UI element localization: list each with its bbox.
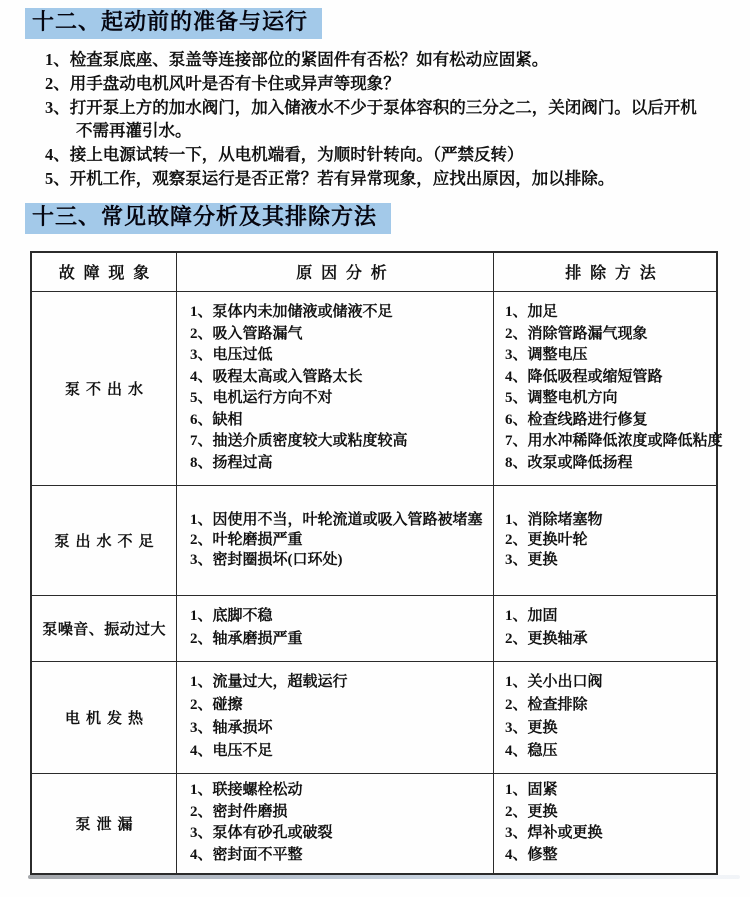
preparation-list-item: 4、接上电源试转一下，从电机端看，为顺时针转向。（严禁反转） xyxy=(45,145,524,165)
remedy-line: 3、焊补或更换 xyxy=(505,825,603,842)
remedy-line: 5、调整电机方向 xyxy=(505,390,618,407)
cause-line: 1、因使用不当，叶轮流道或吸入管路被堵塞 xyxy=(190,512,483,529)
cause-line: 3、泵体有砂孔或破裂 xyxy=(190,825,333,842)
remedy-line: 8、改泵或降低扬程 xyxy=(505,454,633,471)
cause-line: 8、扬程过高 xyxy=(190,454,273,471)
section-13-header-wrap xyxy=(25,203,750,234)
causes-list xyxy=(177,662,494,773)
cause-line: 4、密封面不平整 xyxy=(190,846,303,863)
remedies-list xyxy=(494,596,716,661)
remedy-line: 2、更换 xyxy=(505,803,558,820)
remedy-line: 1、加固 xyxy=(505,608,558,625)
cause-line: 6、缺相 xyxy=(190,411,243,428)
header-remedy-method: 排除方法 xyxy=(565,265,665,283)
fault-label: 泵出水不足 xyxy=(32,486,177,595)
remedy-line: 2、更换轴承 xyxy=(505,631,588,648)
table-row-pump-no-water xyxy=(32,291,723,485)
causes-list xyxy=(177,486,494,595)
preparation-list-item: 1、检查泵底座、泵盖等连接部位的紧固件有否松？如有松动应固紧。 xyxy=(45,50,549,69)
remedy-line: 1、固紧 xyxy=(505,782,558,799)
header-cause-analysis: 原因分析 xyxy=(177,253,494,291)
causes-list xyxy=(177,596,494,661)
table-row-motor-overheat xyxy=(32,661,716,773)
section-12-title: 十二、起动前的准备与运行 xyxy=(25,8,322,39)
cause-line: 1、底脚不稳 xyxy=(190,608,273,625)
cause-line: 2、密封件磨损 xyxy=(190,803,288,820)
remedy-line: 6、检查线路进行修复 xyxy=(505,411,648,428)
cause-line: 7、抽送介质密度较大或粘度较高 xyxy=(190,433,408,450)
remedy-line: 4、降低吸程或缩短管路 xyxy=(505,368,663,385)
remedies-list xyxy=(494,774,716,873)
fault-label: 泵噪音、振动过大 xyxy=(32,596,177,661)
causes-list xyxy=(177,774,494,873)
preparation-list-item: 2、用手盘动电机风叶是否有卡住或异声等现象？ xyxy=(45,73,400,93)
cause-line: 1、流量过大，超载运行 xyxy=(190,674,348,691)
scan-shadow-strip xyxy=(28,875,740,879)
fault-label: 电机发热 xyxy=(32,662,177,773)
causes-list xyxy=(177,292,494,485)
remedy-line: 2、消除管路漏气现象 xyxy=(505,325,648,342)
troubleshooting-table xyxy=(30,251,723,875)
remedy-line: 3、更换 xyxy=(505,720,558,737)
fault-label: 泵泄漏 xyxy=(32,774,177,873)
section-12-header-wrap xyxy=(25,8,750,39)
cause-line: 2、碰擦 xyxy=(190,697,243,714)
remedies-list xyxy=(494,486,716,595)
remedy-line: 4、修整 xyxy=(505,846,558,863)
cause-line: 1、联接螺栓松动 xyxy=(190,782,303,799)
cause-line: 3、电压过低 xyxy=(190,347,273,364)
preparation-list-item: 3、打开泵上方的加水阀门，加入储液水不少于泵体容积的三分之二，关闭阀门。以后开机不需再灌引水。 xyxy=(45,97,697,141)
table-row-pump-leakage xyxy=(32,773,716,873)
preparation-list xyxy=(45,48,713,191)
cause-line: 1、泵体内未加储液或储液不足 xyxy=(190,304,393,321)
table-row-insufficient-output xyxy=(32,485,716,595)
cause-line: 4、吸程太高或入管路太长 xyxy=(190,368,363,385)
cause-line: 3、密封圈损坏(口环处) xyxy=(190,552,343,569)
remedy-line: 3、调整电压 xyxy=(505,347,588,364)
table-header-row xyxy=(32,253,716,291)
cause-line: 5、电机运行方向不对 xyxy=(190,390,333,407)
cause-line: 4、电压不足 xyxy=(190,743,273,760)
remedy-line: 3、更换 xyxy=(505,552,558,569)
remedy-line: 4、稳压 xyxy=(505,743,558,760)
remedy-line: 1、关小出口阀 xyxy=(505,674,603,691)
remedy-line: 7、用水冲稀降低浓度或降低粘度 xyxy=(505,433,723,450)
remedy-line: 2、更换叶轮 xyxy=(505,532,588,549)
remedy-line: 1、消除堵塞物 xyxy=(505,512,603,529)
remedies-list xyxy=(494,662,716,773)
table-row-noise-vibration xyxy=(32,595,716,661)
remedy-line: 2、检查排除 xyxy=(505,697,588,714)
section-13-title: 十三、常见故障分析及其排除方法 xyxy=(25,203,391,234)
remedy-line: 1、加足 xyxy=(505,304,558,321)
preparation-list-item: 5、开机工作，观察泵运行是否正常？若有异常现象，应找出原因，加以排除。 xyxy=(45,168,615,188)
remedies-list xyxy=(494,292,723,485)
fault-label: 泵不出水 xyxy=(32,292,177,485)
cause-line: 2、叶轮磨损严重 xyxy=(190,532,303,549)
cause-line: 3、轴承损坏 xyxy=(190,720,273,737)
cause-line: 2、吸入管路漏气 xyxy=(190,325,303,342)
header-fault-phenomenon: 故障现象 xyxy=(32,253,177,291)
cause-line: 2、轴承磨损严重 xyxy=(190,631,303,648)
